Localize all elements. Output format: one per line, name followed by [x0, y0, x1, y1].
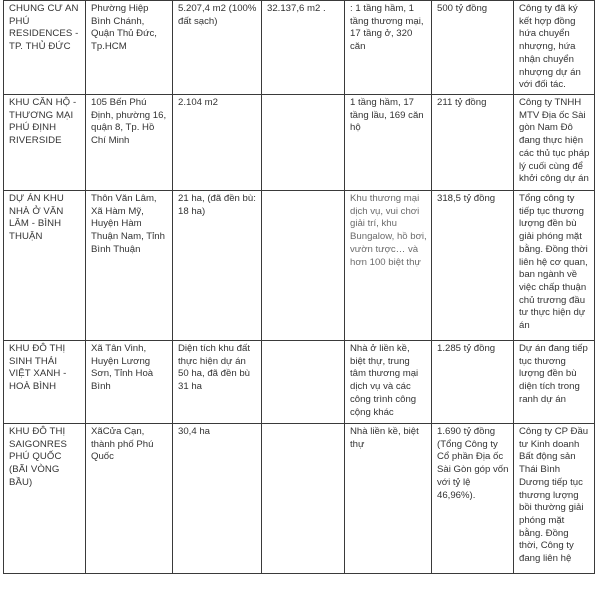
cell-product: Nhà ở liền kề, biệt thự, trung tâm thương mại dịch vụ và các công trình công cộng khác	[345, 341, 432, 424]
cell-floor-area: 32.137,6 m2 .	[262, 1, 345, 95]
table-row	[4, 1, 595, 95]
cell-project-name: KHU ĐÔ THỊ SINH THÁI VIỆT XANH - HOÀ BÌNH	[4, 341, 86, 424]
cell-project-name: KHU ĐÔ THỊ SAIGONRES PHÚ QUỐC (BÃI VÒNG BẦU)	[4, 424, 86, 574]
cell-project-name: KHU CĂN HỘ - THƯƠNG MẠI PHÚ ĐỊNH RIVERSIDE	[4, 95, 86, 191]
cell-investment: 318,5 tỷ đồng	[432, 191, 514, 341]
table-row	[4, 341, 595, 424]
cell-floor-area	[262, 95, 345, 191]
cell-product: Nhà liền kề, biệt thự	[345, 424, 432, 574]
cell-product: 1 tầng hầm, 17 tầng lầu, 169 căn hộ	[345, 95, 432, 191]
projects-table	[3, 0, 595, 574]
table-row	[4, 95, 595, 191]
cell-investment: 1.690 tỷ đồng (Tổng Công ty Cổ phần Địa ốc Sài Gòn góp vốn với tỷ lệ 46,96%).	[432, 424, 514, 574]
cell-investment: 500 tỷ đồng	[432, 1, 514, 95]
cell-land-area: 2.104 m2	[173, 95, 262, 191]
cell-investment: 211 tỷ đồng	[432, 95, 514, 191]
cell-location: XãCửa Cạn, thành phố Phú Quốc	[86, 424, 173, 574]
cell-location: 105 Bến Phú Định, phường 16, quận 8, Tp. Hồ Chí Minh	[86, 95, 173, 191]
cell-status: Công ty đã ký kết hợp đồng hứa chuyển nhượng, hứa nhận chuyển nhượng dự án với đối tác.	[514, 1, 595, 95]
cell-location: Phường Hiệp Bình Chánh, Quận Thủ Đức, Tp.HCM	[86, 1, 173, 95]
table-row	[4, 191, 595, 341]
cell-land-area: 30,4 ha	[173, 424, 262, 574]
cell-product: Khu thương mại dịch vụ, vui chơi giải trí, khu Bungalow, hồ bơi, vườn tược… và hơn 100 biệt thự	[345, 191, 432, 341]
cell-product: : 1 tầng hầm, 1 tầng thương mại, 17 tầng ở, 320 căn	[345, 1, 432, 95]
table-row	[4, 424, 595, 574]
cell-investment: 1.285 tỷ đồng	[432, 341, 514, 424]
cell-project-name: CHUNG CƯ AN PHÚ RESIDENCES - TP. THỦ ĐỨC	[4, 1, 86, 95]
cell-land-area: Diện tích khu đất thực hiện dự án 50 ha, đã đền bù 31 ha	[173, 341, 262, 424]
cell-status: Tổng công ty tiếp tục thương lượng đền bù giải phóng mặt bằng. Đồng thời liên hệ cơ quan, ban ngành về việc chấp thuận chủ trương đầu tư thực hiện dự án	[514, 191, 595, 341]
cell-status: Công ty CP Đầu tư Kinh doanh Bất động sản Thái Bình Dương tiếp tục thương lượng bồi thường giải phóng mặt bằng. Đồng thời, Công ty đang liên hệ	[514, 424, 595, 574]
cell-land-area: 5.207,4 m2 (100% đất sạch)	[173, 1, 262, 95]
cell-floor-area	[262, 191, 345, 341]
cell-location: Thôn Văn Lâm, Xã Hàm Mỹ, Huyện Hàm Thuận Nam, Tỉnh Bình Thuận	[86, 191, 173, 341]
cell-floor-area	[262, 424, 345, 574]
cell-land-area: 21 ha, (đã đền bù: 18 ha)	[173, 191, 262, 341]
cell-project-name: DỰ ÁN KHU NHÀ Ở VĂN LÂM - BÌNH THUẬN	[4, 191, 86, 341]
cell-floor-area	[262, 341, 345, 424]
cell-status: Dự án đang tiếp tục thương lượng đền bù diện tích trong ranh dự án	[514, 341, 595, 424]
cell-location: Xã Tân Vinh, Huyện Lương Sơn, Tỉnh Hoà Bình	[86, 341, 173, 424]
cell-status: Công ty TNHH MTV Địa ốc Sài gòn Nam Đô đang thực hiện các thủ tục pháp lý cuối cùng để khởi công dự án	[514, 95, 595, 191]
